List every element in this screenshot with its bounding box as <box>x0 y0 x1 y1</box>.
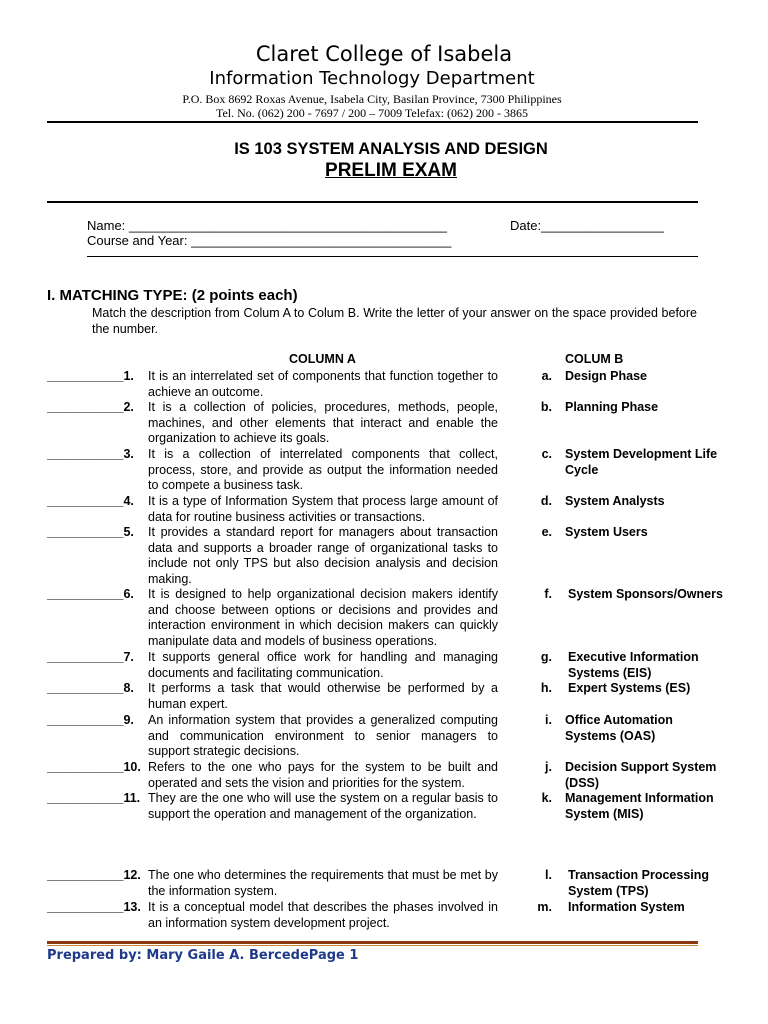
choice-term: Executive Information Systems (EIS) <box>568 650 699 680</box>
choice-letter: h. <box>540 681 552 695</box>
choice-term: System Development Life Cycle <box>565 447 718 477</box>
choice-term: System Analysts <box>565 494 665 508</box>
section-title: I. MATCHING TYPE: (2 points each) <box>47 287 298 304</box>
answer-blank[interactable]: ___________2. <box>47 400 134 414</box>
address-line: P.O. Box 8692 Roxas Avenue, Isabela City, Basilan Province, 7300 Philippines <box>182 92 562 106</box>
name-field[interactable]: Name: ____________________________________________ <box>87 218 448 233</box>
item-description: It performs a task that would otherwise be performed by a human expert. <box>148 681 498 711</box>
item-description: It is a type of Information System that process large amount of data for routine business activities or transactions. <box>148 494 498 524</box>
answer-blank[interactable]: ___________12. <box>47 868 141 882</box>
choice-term: System Sponsors/Owners <box>568 587 723 601</box>
choice-term: Design Phase <box>565 369 647 383</box>
choice-letter: i. <box>545 713 552 727</box>
footer-text: Prepared by: Mary Gaile A. BercedePage 1 <box>47 948 359 963</box>
address-block <box>0 92 744 120</box>
item-description: It is an interrelated set of components that function together to achieve an outcome. <box>148 369 498 399</box>
choice-term: Decision Support System (DSS) <box>565 760 717 790</box>
item-description: It is designed to help organizational decision makers identify and choose between options or decisions and provides and interaction environment in which decision makers can quickly manipulate data and models of business operations. <box>148 587 498 648</box>
footer-bar <box>47 941 698 944</box>
choice-letter: a. <box>541 369 552 383</box>
fields-divider <box>87 256 698 257</box>
item-description: The one who determines the requirements that must be met by the information system. <box>148 868 498 898</box>
choice-term: Office Automation Systems (OAS) <box>565 713 673 743</box>
phone-line: Tel. No. (062) 200 - 7697 / 200 – 7009 Telefax: (062) 200 - 3865 <box>215 106 529 120</box>
answer-blank[interactable]: ___________9. <box>47 713 134 727</box>
choice-term: Information System <box>568 900 685 914</box>
choice-letter: g. <box>540 650 552 664</box>
title-divider <box>47 201 698 203</box>
answer-blank[interactable]: ___________13. <box>47 900 141 914</box>
choice-letter: f. <box>544 587 552 601</box>
section-instructions: Match the description from Colum A to Colum B. Write the letter of your answer on the space provided before the number. <box>92 306 697 336</box>
choice-letter: m. <box>537 900 552 914</box>
choice-term: Planning Phase <box>565 400 659 414</box>
choice-letter: c. <box>541 447 552 461</box>
item-description: An information system that provides a generalized computing and communication environment to senior managers to support strategic decisions. <box>148 713 498 758</box>
item-description: It provides a standard report for managers about transaction data and supports a broader range of organizational tasks to include not only TPS but also decision analysis and decision making. <box>148 525 498 586</box>
date-field[interactable]: Date:_________________ <box>510 218 664 233</box>
answer-blank[interactable]: ___________8. <box>47 681 134 695</box>
item-description: Refers to the one who pays for the system to be built and operated and sets the vision and priorities for the system. <box>148 760 498 790</box>
choice-letter: k. <box>541 791 552 805</box>
choice-term: Transaction Processing System (TPS) <box>568 868 710 898</box>
item-description: It supports general office work for handling and managing documents and facilitating communication. <box>148 650 498 680</box>
choice-letter: j. <box>545 760 552 774</box>
department-name: Information Technology Department <box>209 68 535 89</box>
answer-blank[interactable]: ___________1. <box>47 369 134 383</box>
choice-letter: b. <box>540 400 552 414</box>
answer-blank[interactable]: ___________3. <box>47 447 134 461</box>
choice-term: Management Information System (MIS) <box>565 791 714 821</box>
answer-blank[interactable]: ___________11. <box>47 791 141 805</box>
choice-letter: e. <box>541 525 552 539</box>
answer-blank[interactable]: ___________5. <box>47 525 134 539</box>
choice-term: Expert Systems (ES) <box>568 681 691 695</box>
choice-letter: d. <box>540 494 552 508</box>
answer-blank[interactable]: ___________10. <box>47 760 141 774</box>
answer-blank[interactable]: ___________4. <box>47 494 134 508</box>
footer-bar-accent <box>47 945 698 946</box>
course-title: IS 103 SYSTEM ANALYSIS AND DESIGN <box>234 140 548 158</box>
exam-title: PRELIM EXAM <box>325 160 457 181</box>
column-b-header: COLUM B <box>565 352 624 366</box>
item-description: It is a collection of interrelated components that collect, process, store, and provide as output the information needed to compete a business task. <box>148 447 498 492</box>
header-divider <box>47 121 698 123</box>
college-name: Claret College of Isabela <box>255 42 513 66</box>
item-description: They are the one who will use the system on a regular basis to support the operation and management of the organization. <box>148 791 498 821</box>
column-a-header: COLUMN A <box>289 352 356 366</box>
course-year-field[interactable]: Course and Year: ____________________________________ <box>87 233 452 248</box>
choice-term: System Users <box>565 525 648 539</box>
item-description: It is a conceptual model that describes the phases involved in an information system development project. <box>148 900 498 930</box>
choice-letter: l. <box>545 868 552 882</box>
item-description: It is a collection of policies, procedures, methods, people, machines, and other elements that interact and enable the organization to achieve its goals. <box>148 400 498 445</box>
answer-blank[interactable]: ___________7. <box>47 650 134 664</box>
answer-blank[interactable]: ___________6. <box>47 587 134 601</box>
